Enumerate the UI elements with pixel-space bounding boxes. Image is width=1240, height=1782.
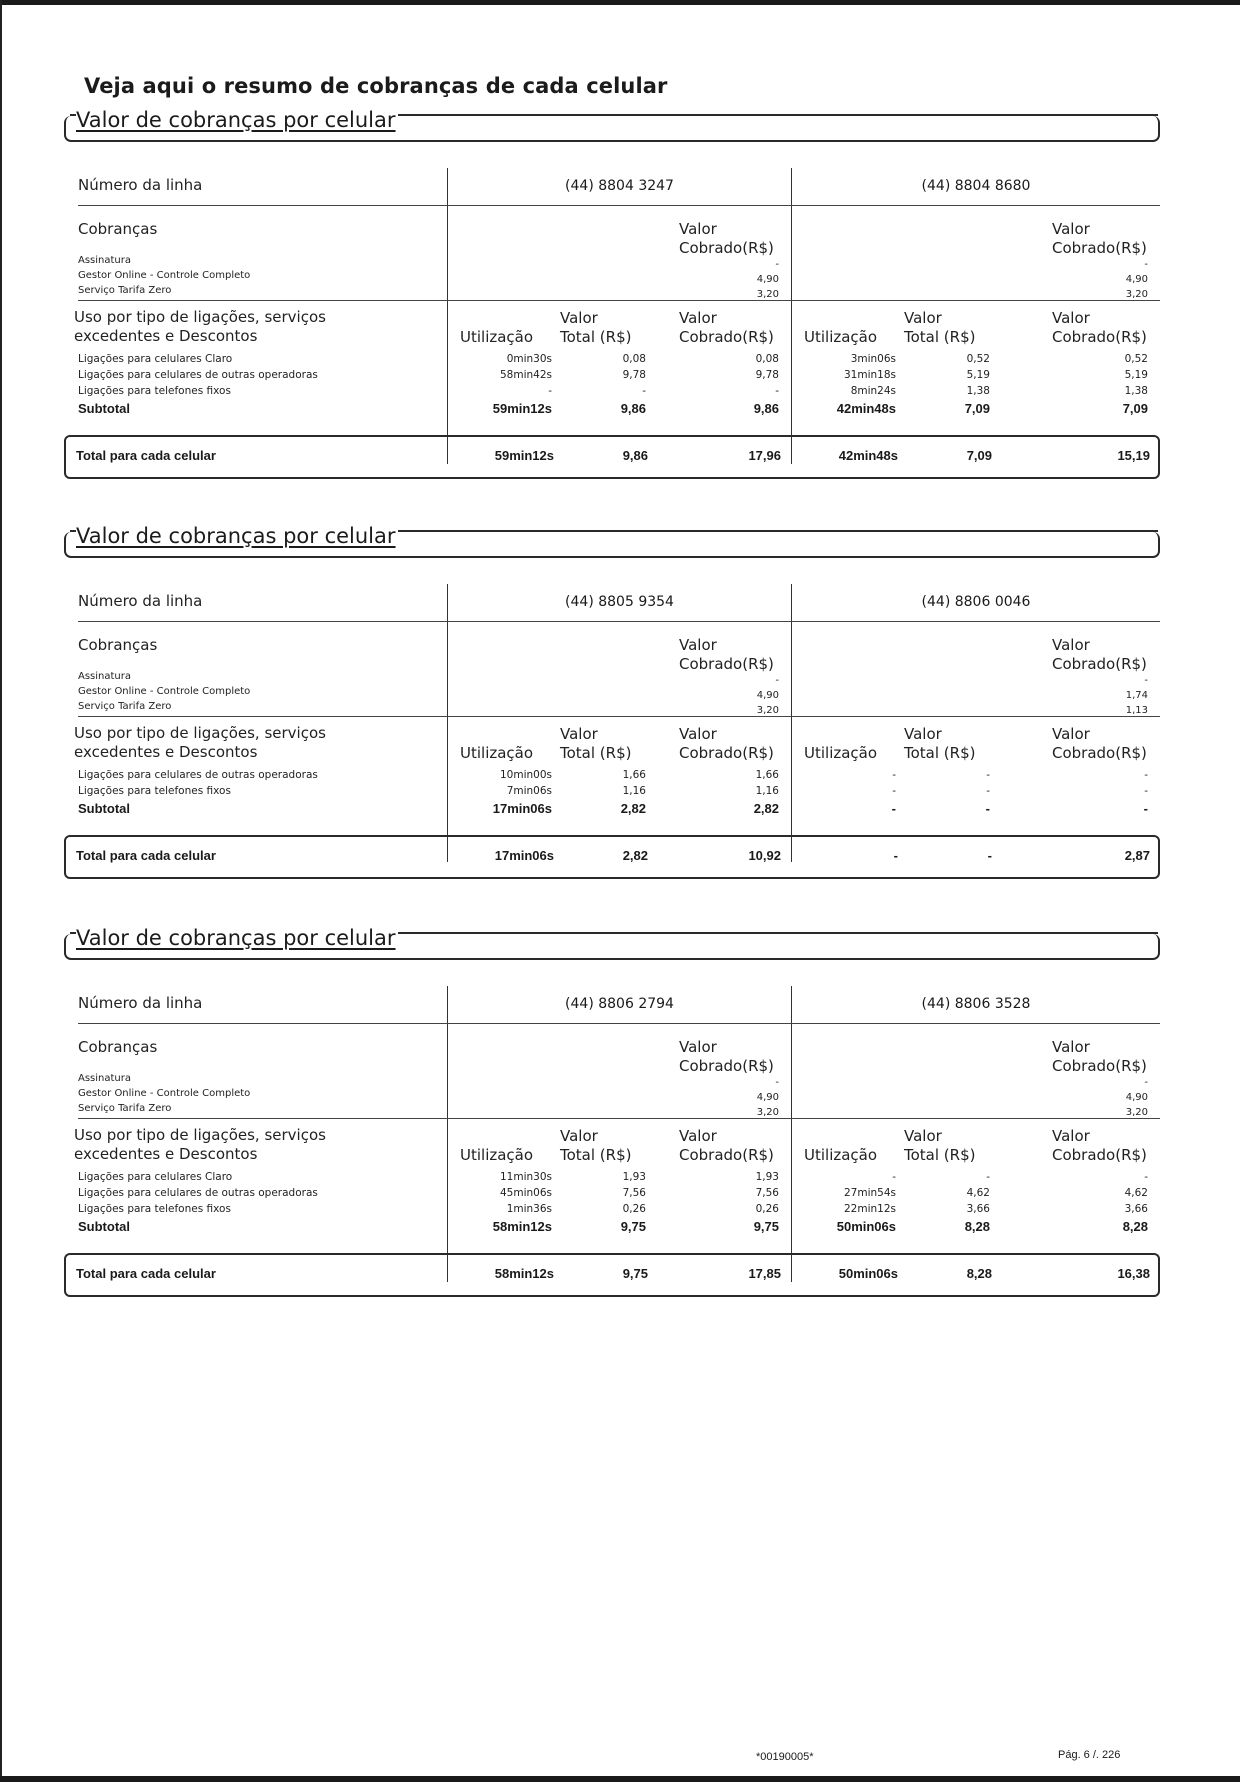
subtotal-time: 42min48s <box>836 401 896 416</box>
usage-time: - <box>548 385 552 397</box>
valor-total-header <box>560 725 631 763</box>
grand-total-time: 59min12s <box>494 448 554 463</box>
charge-item-label: Gestor Online - Controle Completo <box>78 270 251 281</box>
usage-item-label: Ligações para celulares Claro <box>78 1171 233 1183</box>
header-line: Valor <box>679 725 717 743</box>
usage-time: 11min30s <box>500 1171 552 1183</box>
charge-item-label: Assinatura <box>78 1073 132 1084</box>
usage-time: - <box>892 785 896 797</box>
scan-left-edge <box>0 0 2 1782</box>
grand-total-charged: 17,85 <box>748 1266 781 1281</box>
valor-cobrado-header <box>679 1127 774 1165</box>
usage-charged: 7,56 <box>755 1187 779 1199</box>
charge-value: 4,90 <box>1125 274 1148 285</box>
valor-total-header <box>560 1127 631 1165</box>
header-line: Valor <box>679 636 717 654</box>
subtotal-label: Subtotal <box>78 401 130 416</box>
utilizacao-header: Utilização <box>460 1146 534 1164</box>
subtotal-total: 7,09 <box>964 401 990 416</box>
usage-charged: - <box>1144 785 1148 797</box>
charge-item-label: Serviço Tarifa Zero <box>78 1103 172 1114</box>
scan-top-edge <box>0 0 1240 5</box>
valor-cobrado-header <box>679 725 774 763</box>
usage-label-line2: excedentes e Descontos <box>74 743 258 761</box>
header-line: Total (R$) <box>904 328 976 346</box>
phone-number: (44) 8804 8680 <box>921 178 1031 194</box>
usage-label-line1: Uso por tipo de ligações, serviços <box>74 1126 326 1144</box>
valor-cobrado-header <box>1052 1038 1147 1076</box>
header-line: Total (R$) <box>904 1146 976 1164</box>
charge-value: 4,90 <box>756 1092 779 1103</box>
header-line: Cobrado(R$) <box>679 655 774 673</box>
grand-total-value: 9,86 <box>622 448 648 463</box>
header-line: Valor <box>560 1127 598 1145</box>
subtotal-charged: 7,09 <box>1122 401 1148 416</box>
header-line: Cobrado(R$) <box>1052 1057 1147 1075</box>
usage-charged: 4,62 <box>1124 1187 1148 1199</box>
header-line: Total (R$) <box>904 744 976 762</box>
usage-total: 1,66 <box>622 769 646 781</box>
valor-cobrado-header <box>1052 1127 1147 1165</box>
column-divider <box>791 168 792 464</box>
row-divider <box>78 205 1160 206</box>
header-line: Valor <box>679 309 717 327</box>
valor-cobrado-header <box>1052 220 1147 258</box>
subtotal-time: 59min12s <box>492 401 552 416</box>
utilizacao-header: Utilização <box>804 1146 878 1164</box>
usage-label-line2: excedentes e Descontos <box>74 1145 258 1163</box>
charge-value: 4,90 <box>756 690 779 701</box>
row-divider <box>78 1023 1160 1024</box>
usage-total: 1,38 <box>966 385 990 397</box>
usage-time: 10min00s <box>500 769 552 781</box>
usage-label <box>74 308 326 346</box>
charge-value: 4,90 <box>756 274 779 285</box>
charge-value: - <box>775 259 779 270</box>
subtotal-total: - <box>985 801 990 816</box>
usage-label-line1: Uso por tipo de ligações, serviços <box>74 308 326 326</box>
usage-label <box>74 724 326 762</box>
section-header <box>64 524 1160 558</box>
total-per-phone-label: Total para cada celular <box>76 448 216 463</box>
charge-value: 3,20 <box>756 705 779 716</box>
total-per-phone-box <box>64 435 1160 479</box>
header-line: Valor <box>1052 309 1090 327</box>
header-line: Valor <box>1052 636 1090 654</box>
grand-total-time: 42min48s <box>838 448 898 463</box>
usage-charged: 1,16 <box>755 785 779 797</box>
charge-item-label: Gestor Online - Controle Completo <box>78 686 251 697</box>
charge-value: - <box>775 675 779 686</box>
usage-charged: 0,26 <box>755 1203 779 1215</box>
valor-cobrado-header <box>1052 636 1147 674</box>
valor-cobrado-header <box>1052 309 1147 347</box>
usage-charged: 1,38 <box>1124 385 1148 397</box>
column-divider <box>791 584 792 862</box>
usage-total: 7,56 <box>622 1187 646 1199</box>
header-line: Valor <box>560 725 598 743</box>
line-number-label: Número da linha <box>78 994 203 1012</box>
subtotal-charged: - <box>1143 801 1148 816</box>
subtotal-time: - <box>891 801 896 816</box>
usage-time: 58min42s <box>500 369 552 381</box>
usage-charged: 5,19 <box>1124 369 1148 381</box>
header-line: Valor <box>1052 220 1090 238</box>
header-line: Total (R$) <box>560 744 632 762</box>
subtotal-total: 9,86 <box>620 401 646 416</box>
grand-total-value: 2,82 <box>622 848 648 863</box>
header-line: Total (R$) <box>560 328 632 346</box>
utilizacao-header: Utilização <box>804 328 878 346</box>
charge-item-label: Gestor Online - Controle Completo <box>78 1088 251 1099</box>
usage-total: - <box>642 385 646 397</box>
usage-charged: 3,66 <box>1124 1203 1148 1215</box>
total-per-phone-label: Total para cada celular <box>76 1266 216 1281</box>
usage-total: 0,52 <box>966 353 990 365</box>
usage-total: 5,19 <box>966 369 990 381</box>
grand-total-value: 8,28 <box>966 1266 992 1281</box>
charge-value: 3,20 <box>756 1107 779 1118</box>
cobrancas-label: Cobranças <box>78 636 158 654</box>
header-line: Valor <box>1052 1038 1090 1056</box>
valor-total-header <box>560 309 631 347</box>
usage-charged: - <box>1144 769 1148 781</box>
header-line: Cobrado(R$) <box>679 744 774 762</box>
total-per-phone-label: Total para cada celular <box>76 848 216 863</box>
grand-total-charged: 17,96 <box>748 448 781 463</box>
header-line: Total (R$) <box>560 1146 632 1164</box>
charge-item-label: Assinatura <box>78 671 132 682</box>
subtotal-total: 2,82 <box>620 801 646 816</box>
usage-total: 0,08 <box>622 353 646 365</box>
usage-total: 4,62 <box>966 1187 990 1199</box>
charge-value: - <box>1144 675 1148 686</box>
phone-number: (44) 8806 0046 <box>921 594 1031 610</box>
charge-value: - <box>775 1077 779 1088</box>
valor-cobrado-header <box>679 309 774 347</box>
subtotal-label: Subtotal <box>78 1219 130 1234</box>
charge-value: 1,13 <box>1125 705 1148 716</box>
header-line: Valor <box>1052 1127 1090 1145</box>
grand-total-charged: 2,87 <box>1124 848 1150 863</box>
usage-label <box>74 1126 326 1164</box>
charges-section <box>64 108 1160 463</box>
usage-time: 7min06s <box>506 785 552 797</box>
valor-cobrado-header <box>679 636 774 674</box>
header-line: Cobrado(R$) <box>679 239 774 257</box>
usage-charged: - <box>1144 1171 1148 1183</box>
document-code: *00190005* <box>756 1751 814 1763</box>
header-line: Valor <box>679 1127 717 1145</box>
usage-total: - <box>986 769 990 781</box>
charge-item-label: Serviço Tarifa Zero <box>78 701 172 712</box>
usage-item-label: Ligações para telefones fixos <box>78 385 231 397</box>
phone-number: (44) 8804 3247 <box>565 178 674 194</box>
usage-charged: 9,78 <box>755 369 779 381</box>
header-line: Valor <box>904 309 942 327</box>
charges-section <box>64 926 1160 1281</box>
usage-time: 45min06s <box>500 1187 552 1199</box>
valor-total-header <box>904 725 975 763</box>
usage-charged: 1,93 <box>755 1171 779 1183</box>
usage-charged: 0,52 <box>1124 353 1148 365</box>
utilizacao-header: Utilização <box>460 328 534 346</box>
usage-label-line2: excedentes e Descontos <box>74 327 258 345</box>
column-divider <box>447 168 448 464</box>
header-line: Cobrado(R$) <box>679 1057 774 1075</box>
grand-total-value: - <box>987 848 992 863</box>
page-title: Veja aqui o resumo de cobranças de cada celular <box>84 74 668 98</box>
utilizacao-header: Utilização <box>460 744 534 762</box>
usage-total: - <box>986 785 990 797</box>
header-line: Valor <box>679 1038 717 1056</box>
usage-time: 3min06s <box>850 353 896 365</box>
usage-time: - <box>892 1171 896 1183</box>
valor-cobrado-header <box>679 1038 774 1076</box>
charge-value: 3,20 <box>756 289 779 300</box>
subtotal-charged: 9,75 <box>753 1219 779 1234</box>
header-line: Valor <box>560 309 598 327</box>
total-per-phone-box <box>64 835 1160 879</box>
valor-cobrado-header <box>679 220 774 258</box>
total-per-phone-box <box>64 1253 1160 1297</box>
header-line: Valor <box>904 725 942 743</box>
header-line: Cobrado(R$) <box>1052 239 1147 257</box>
usage-total: 9,78 <box>622 369 646 381</box>
subtotal-time: 58min12s <box>492 1219 552 1234</box>
charge-item-label: Assinatura <box>78 255 132 266</box>
subtotal-total: 8,28 <box>964 1219 990 1234</box>
charge-value: 3,20 <box>1125 1107 1148 1118</box>
header-line: Cobrado(R$) <box>1052 328 1147 346</box>
usage-charged: - <box>775 385 779 397</box>
charge-value: 4,90 <box>1125 1092 1148 1103</box>
charge-value: 3,20 <box>1125 289 1148 300</box>
grand-total-time: 58min12s <box>494 1266 554 1281</box>
section-header <box>64 926 1160 960</box>
usage-label-line1: Uso por tipo de ligações, serviços <box>74 724 326 742</box>
header-line: Cobrado(R$) <box>1052 1146 1147 1164</box>
subtotal-charged: 9,86 <box>753 401 779 416</box>
subtotal-label: Subtotal <box>78 801 130 816</box>
valor-cobrado-header <box>1052 725 1147 763</box>
page-number: Pág. 6 /. 226 <box>1058 1749 1121 1761</box>
usage-charged: 1,66 <box>755 769 779 781</box>
line-number-label: Número da linha <box>78 176 203 194</box>
subtotal-time: 17min06s <box>492 801 552 816</box>
column-divider <box>447 584 448 862</box>
charges-section <box>64 524 1160 863</box>
usage-time: 1min36s <box>506 1203 552 1215</box>
usage-item-label: Ligações para celulares de outras operadoras <box>78 1187 318 1199</box>
usage-item-label: Ligações para telefones fixos <box>78 785 231 797</box>
phone-number: (44) 8805 9354 <box>565 594 674 610</box>
usage-total: 0,26 <box>622 1203 646 1215</box>
subtotal-charged: 2,82 <box>753 801 779 816</box>
usage-total: 3,66 <box>966 1203 990 1215</box>
usage-time: 27min54s <box>844 1187 896 1199</box>
subtotal-time: 50min06s <box>836 1219 896 1234</box>
section-title: Valor de cobranças por celular <box>76 524 396 548</box>
grand-total-time: 50min06s <box>838 1266 898 1281</box>
usage-total: - <box>986 1171 990 1183</box>
phone-number: (44) 8806 2794 <box>565 996 674 1012</box>
cobrancas-label: Cobranças <box>78 220 158 238</box>
grand-total-charged: 10,92 <box>748 848 781 863</box>
header-line: Valor <box>1052 725 1090 743</box>
grand-total-time: - <box>893 848 898 863</box>
header-line: Cobrado(R$) <box>1052 744 1147 762</box>
scan-bottom-edge <box>0 1776 1240 1782</box>
valor-total-header <box>904 1127 975 1165</box>
usage-time: 22min12s <box>844 1203 896 1215</box>
header-line: Valor <box>904 1127 942 1145</box>
usage-item-label: Ligações para celulares de outras operadoras <box>78 369 318 381</box>
section-title: Valor de cobranças por celular <box>76 108 396 132</box>
utilizacao-header: Utilização <box>804 744 878 762</box>
section-header <box>64 108 1160 142</box>
column-divider <box>447 986 448 1282</box>
column-divider <box>791 986 792 1282</box>
usage-item-label: Ligações para celulares Claro <box>78 353 233 365</box>
header-line: Cobrado(R$) <box>679 328 774 346</box>
header-line: Valor <box>679 220 717 238</box>
charge-item-label: Serviço Tarifa Zero <box>78 285 172 296</box>
header-line: Cobrado(R$) <box>1052 655 1147 673</box>
subtotal-total: 9,75 <box>620 1219 646 1234</box>
usage-charged: 0,08 <box>755 353 779 365</box>
usage-time: 0min30s <box>506 353 552 365</box>
row-divider <box>78 621 1160 622</box>
usage-time: 31min18s <box>844 369 896 381</box>
valor-total-header <box>904 309 975 347</box>
grand-total-charged: 16,38 <box>1117 1266 1150 1281</box>
usage-item-label: Ligações para celulares de outras operadoras <box>78 769 318 781</box>
phone-number: (44) 8806 3528 <box>921 996 1031 1012</box>
line-number-label: Número da linha <box>78 592 203 610</box>
section-title: Valor de cobranças por celular <box>76 926 396 950</box>
charge-value: 1,74 <box>1125 690 1148 701</box>
grand-total-charged: 15,19 <box>1117 448 1150 463</box>
usage-time: - <box>892 769 896 781</box>
charge-value: - <box>1144 1077 1148 1088</box>
charge-value: - <box>1144 259 1148 270</box>
subtotal-charged: 8,28 <box>1122 1219 1148 1234</box>
usage-item-label: Ligações para telefones fixos <box>78 1203 231 1215</box>
header-line: Cobrado(R$) <box>679 1146 774 1164</box>
usage-total: 1,16 <box>622 785 646 797</box>
grand-total-time: 17min06s <box>494 848 554 863</box>
cobrancas-label: Cobranças <box>78 1038 158 1056</box>
grand-total-value: 9,75 <box>622 1266 648 1281</box>
grand-total-value: 7,09 <box>966 448 992 463</box>
usage-time: 8min24s <box>850 385 896 397</box>
usage-total: 1,93 <box>622 1171 646 1183</box>
